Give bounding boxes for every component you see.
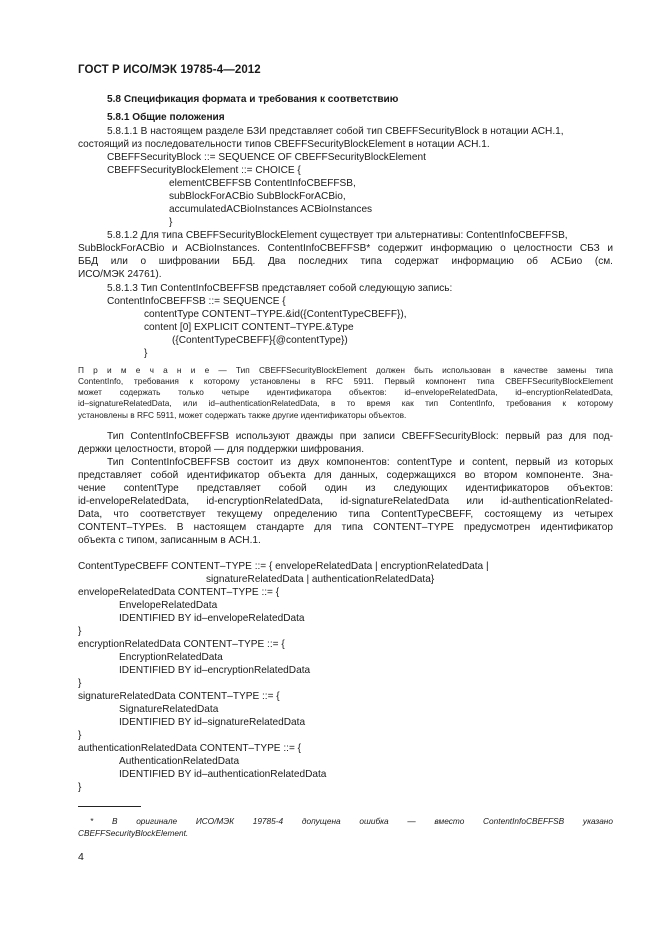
code-line: } — [78, 678, 82, 689]
code-line: EnvelopeRelatedData — [119, 600, 218, 611]
code-line: CBEFFSecurityBlock ::= SEQUENCE OF CBEFFSecurityBlockElement — [107, 152, 426, 163]
document-header: ГОСТ Р ИСО/МЭК 19785-4—2012 — [78, 64, 261, 76]
page-number: 4 — [78, 851, 84, 863]
paragraph-line: Data, что соответствует текущему определению типа ContentTypeCBEFF, состоящему из четырех — [78, 509, 613, 520]
paragraph-line: представляет собой идентификатор объекта для данных, содержащихся во втором компоненте. Зна- — [78, 470, 613, 481]
footnote-line: CBEFFSecurityBlockElement. — [78, 828, 189, 838]
code-line: elementCBEFFSB ContentInfoCBEFFSB, — [169, 178, 356, 189]
code-line: IDENTIFIED BY id–signatureRelatedData — [119, 717, 306, 728]
code-line: IDENTIFIED BY id–encryptionRelatedData — [119, 665, 311, 676]
paragraph-line: SubBlockForACBio и ACBioInstances. ContentInfoCBEFFSB* содержит информацию о целостности СБЗ и — [78, 243, 613, 254]
code-line: content [0] EXPLICIT CONTENT–TYPE.&Type — [144, 322, 354, 333]
paragraph-line: id-envelopeRelatedData, id-encryptionRelatedData, id-signatureRelatedData или id-authenticationRelated- — [78, 496, 613, 507]
paragraph-line: ББД или о шифровании ББД. Два последних типа содержат информацию об АСБио (см. — [78, 256, 613, 267]
code-line: ContentTypeCBEFF CONTENT–TYPE ::= { envelopeRelatedData | encryptionRelatedData | — [78, 561, 489, 572]
code-line: signatureRelatedData CONTENT–TYPE ::= { — [78, 691, 280, 702]
paragraph-line: объекта с типом, записанным в АСН.1. — [78, 535, 261, 546]
paragraph-line: держки целостности, второй — для поддержки шифрования. — [78, 444, 365, 455]
code-line: SignatureRelatedData — [119, 704, 219, 715]
code-line: signatureRelatedData | authenticationRelatedData} — [206, 574, 435, 585]
code-line: encryptionRelatedData CONTENT–TYPE ::= { — [78, 639, 285, 650]
note-line: установлены в RFC 5911, может содержать также другие идентификаторы объектов. — [78, 410, 407, 420]
paragraph-line: чение contentType представляет собой один из следующих идентификаторов объектов: — [78, 483, 613, 494]
paragraph-line: CONTENT–TYPEs. В настоящем стандарте для типа CONTENT–TYPE предусмотрен идентификатор — [78, 522, 613, 533]
code-line: ContentInfoCBEFFSB ::= SEQUENCE { — [107, 296, 286, 307]
code-line: IDENTIFIED BY id–envelopeRelatedData — [119, 613, 305, 624]
section-title: 5.8 Спецификация формата и требования к соответствию — [107, 94, 399, 105]
code-line: EncryptionRelatedData — [119, 652, 223, 663]
paragraph-line: 5.8.1.2 Для типа CBEFFSecurityBlockElement существует три альтернативы: ContentInfoCBEFFSB, — [107, 230, 568, 241]
paragraph-line: состоящий из последовательности типов CBEFFSecurityBlockElement в нотации АСН.1. — [78, 139, 490, 150]
note-line: ContentInfo, требования к которому установлены в RFC 5911. Первый компонент типа CBEFFSecurityBlockElement — [78, 376, 613, 386]
note-line: П р и м е ч а н и е — Тип CBEFFSecurityBlockElement должен быть использован в качестве замены типа — [78, 365, 613, 375]
code-line: authenticationRelatedData CONTENT–TYPE ::= { — [78, 743, 302, 754]
code-line: envelopeRelatedData CONTENT–TYPE ::= { — [78, 587, 280, 598]
paragraph-line: Тип ContentInfoCBEFFSB используют дважды при записи CBEFFSecurityBlock: первый раз для под- — [107, 431, 613, 442]
footnote-line: * В оригинале ИСО/МЭК 19785-4 допущена ошибка — вместо ContentInfoCBEFFSB указано — [90, 816, 613, 826]
note-line: id–signatureRelatedData, или id–authenticationRelatedData, в то время как тип ContentInfo, требования к которому — [78, 398, 613, 408]
note-line: может содержать только четыре идентификатора объектов: id–envelopeRelatedData, id–encryptionRelatedData, — [78, 387, 613, 397]
paragraph-line: Тип ContentInfoCBEFFSB состоит из двух компонентов: contentType и content, первый из которых — [107, 457, 613, 468]
code-line: CBEFFSecurityBlockElement ::= CHOICE { — [107, 165, 301, 176]
code-line: } — [169, 217, 173, 228]
footnote-separator — [78, 806, 141, 807]
code-line: IDENTIFIED BY id–authenticationRelatedData — [119, 769, 327, 780]
paragraph-line: 5.8.1.3 Тип ContentInfoCBEFFSB представляет собой следующую запись: — [107, 283, 453, 294]
paragraph-line: 5.8.1.1 В настоящем разделе БЗИ представляет собой тип CBEFFSecurityBlock в нотации АСН.1, — [107, 126, 564, 137]
code-line: } — [144, 348, 148, 359]
code-line: accumulatedACBioInstances ACBioInstances — [169, 204, 373, 215]
code-line: } — [78, 626, 82, 637]
paragraph-line: ИСО/МЭК 24761). — [78, 269, 162, 280]
code-line: } — [78, 730, 82, 741]
code-line: AuthenticationRelatedData — [119, 756, 240, 767]
code-line: ({ContentTypeCBEFF}{@contentType}) — [172, 335, 348, 346]
code-line: subBlockForACBio SubBlockForACBio, — [169, 191, 346, 202]
code-line: contentType CONTENT–TYPE.&id({ContentTypeCBEFF}), — [144, 309, 407, 320]
code-line: } — [78, 782, 82, 793]
subsection-title: 5.8.1 Общие положения — [107, 112, 225, 123]
